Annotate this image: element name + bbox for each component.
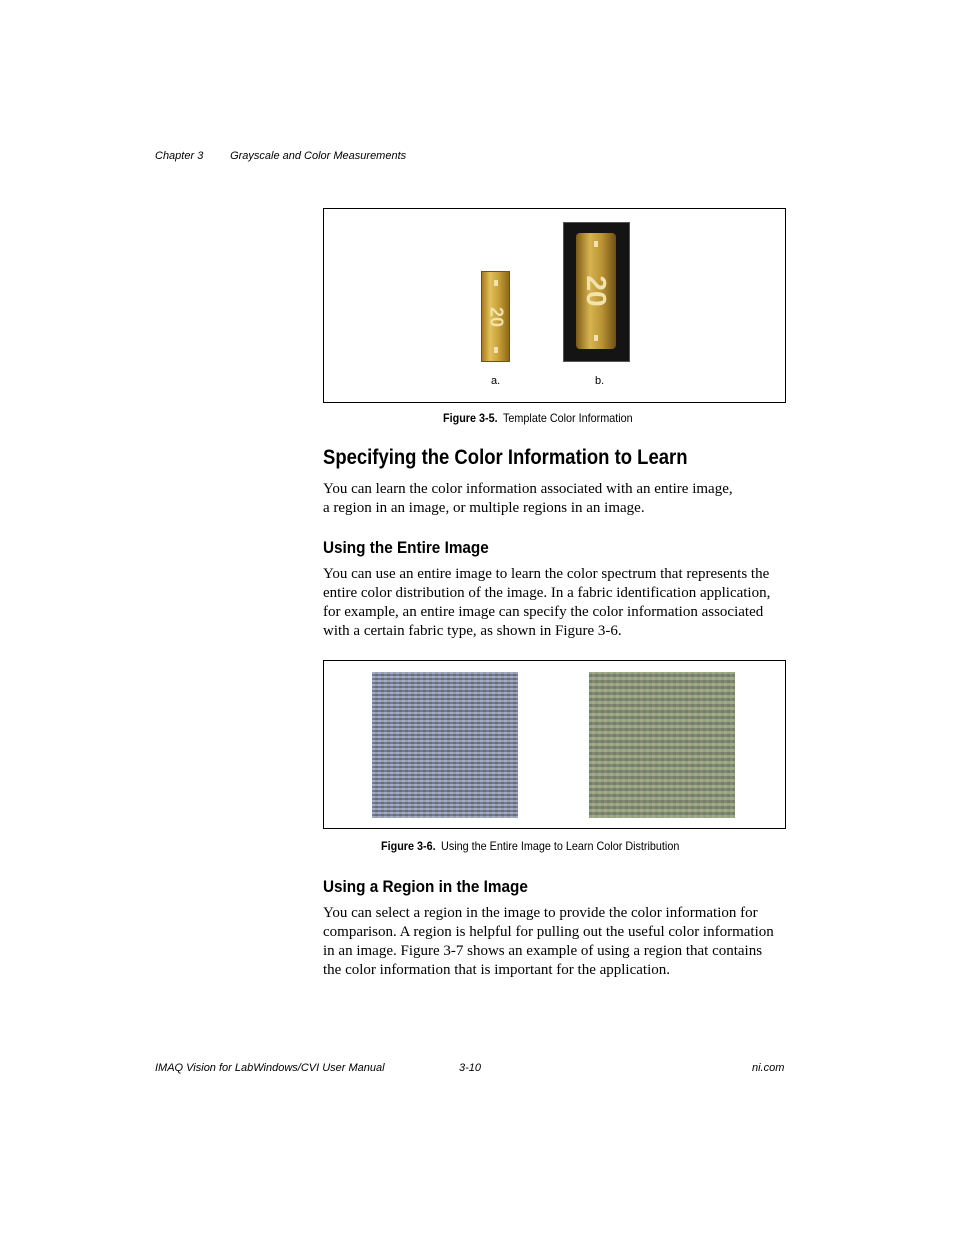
text-line: in an image. Figure 3-7 shows an example of using a region that contains [323, 943, 763, 959]
entire-image-paragraph [323, 565, 788, 641]
figure-3-5-caption [443, 411, 633, 425]
fabric-swatch-green [589, 672, 735, 818]
fuse-image-a [481, 271, 510, 362]
text-line: entire color distribution of the image. In a fabric identification application, [323, 585, 771, 601]
footer-site-link[interactable]: ni.com [752, 1062, 785, 1074]
header-title: Grayscale and Color Measurements [230, 150, 407, 162]
header-chapter: Chapter 3 [155, 150, 204, 162]
fuse-body [576, 233, 616, 349]
text-line: You can select a region in the image to provide the color information for [323, 905, 758, 921]
figure-3-6-caption [381, 839, 679, 853]
text-line: with a certain fabric type, as shown in Figure 3-6. [323, 623, 622, 639]
region-paragraph [323, 904, 788, 980]
entire-image-title: Using the Entire Image [323, 538, 489, 557]
figure-3-6 [323, 660, 786, 829]
caption-text: Using the Entire Image to Learn Color Distribution [441, 839, 680, 853]
figure-label-b: b. [595, 375, 605, 387]
fuse-pin [494, 280, 498, 286]
caption-number: Figure 3-5. [443, 411, 498, 425]
text-line: for example, an entire image can specify the color information associated [323, 604, 764, 620]
fuse-image-b [563, 222, 630, 362]
footer-manual: IMAQ Vision for LabWindows/CVI User Manual [155, 1062, 385, 1074]
fuse-number: 20 [486, 306, 506, 327]
region-title: Using a Region in the Image [323, 877, 528, 896]
fuse-number: 20 [581, 275, 612, 307]
text-line: comparison. A region is helpful for pulling out the useful color information [323, 924, 774, 940]
fuse-pin [594, 335, 598, 341]
fuse-pin [494, 347, 498, 353]
footer-page-number: 3-10 [459, 1062, 482, 1074]
section-title: Specifying the Color Information to Learn [323, 446, 688, 469]
figure-label-a: a. [491, 375, 501, 387]
caption-text: Template Color Information [503, 411, 633, 425]
fuse-pin [594, 241, 598, 247]
section-intro [323, 480, 788, 518]
text-line: the color information that is important for the application. [323, 962, 670, 978]
figure-3-5 [323, 208, 786, 403]
text-line: You can learn the color information associated with an entire image, [323, 481, 733, 497]
caption-number: Figure 3-6. [381, 839, 436, 853]
running-header [155, 150, 406, 162]
text-line: You can use an entire image to learn the color spectrum that represents the [323, 566, 770, 582]
fabric-swatch-blue [372, 672, 518, 818]
text-line: a region in an image, or multiple regions in an image. [323, 500, 645, 516]
